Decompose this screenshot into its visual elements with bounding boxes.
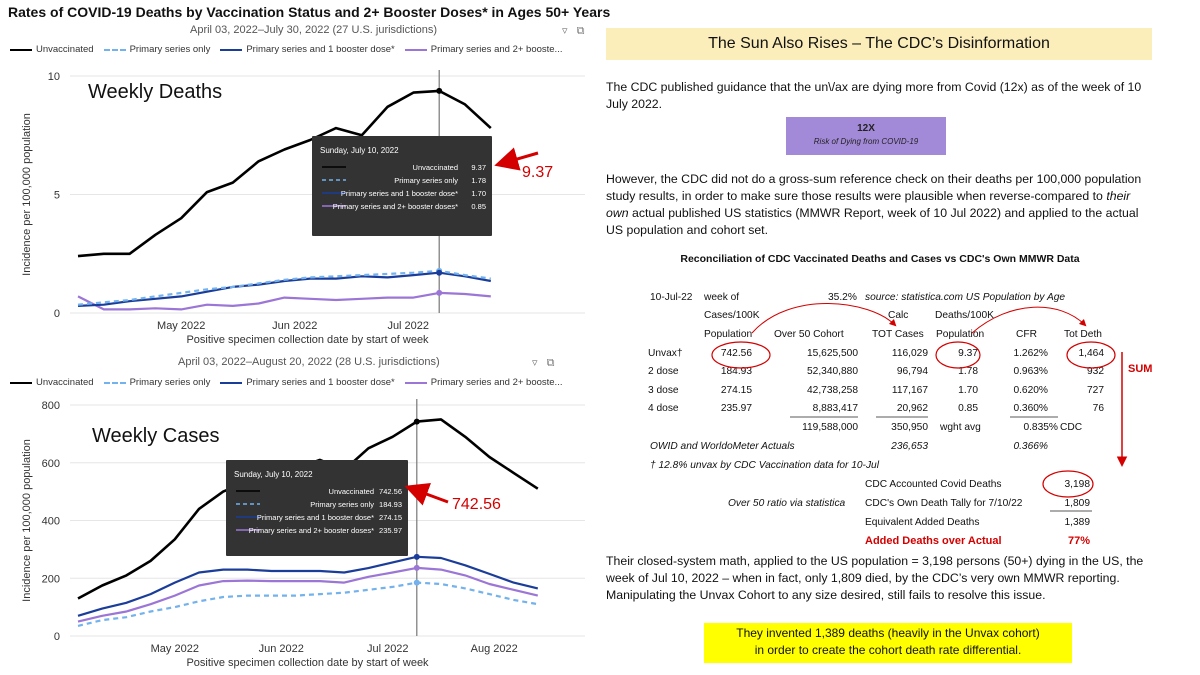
cell-tot-cases: 20,962 xyxy=(896,403,928,414)
cell-cfr: 0.360% xyxy=(1013,403,1048,414)
cell-tot-cases: 96,794 xyxy=(896,366,928,377)
y-axis-label: Incidence per 100,000 population xyxy=(21,439,33,602)
tooltip-label: Primary series and 1 booster dose* xyxy=(256,513,374,522)
tooltip-label: Unvaccinated xyxy=(412,163,458,172)
x-tick-label: Aug 2022 xyxy=(470,643,518,655)
summary-accounted-value: 3,198 xyxy=(1064,479,1090,490)
circle-deaths-highlight xyxy=(936,342,980,368)
cell-cohort: 42,738,258 xyxy=(807,385,858,396)
callout-value: 742.56 xyxy=(452,496,501,513)
summary-equivalent-label: Equivalent Added Deaths xyxy=(865,517,980,528)
banner-title: The Sun Also Rises – The CDC’s Disinformation xyxy=(606,28,1152,60)
paragraph-guidance: The CDC published guidance that the un\/ax are dying more from Covid (12x) as of the week of 10 July 2022. xyxy=(606,80,1142,111)
owid-cfr: 0.366% xyxy=(1013,441,1048,452)
row-label: 3 dose xyxy=(648,385,679,396)
y-tick-label: 0 xyxy=(53,631,60,643)
summary-accounted-label: CDC Accounted Covid Deaths xyxy=(865,479,1002,490)
cell-tot-deth: 76 xyxy=(1092,403,1104,414)
y-tick-label: 5 xyxy=(53,189,60,202)
arrow-deaths-to-totdeth xyxy=(972,307,1085,333)
expand-icon[interactable]: ⧉ xyxy=(546,357,555,369)
chart1-subtitle: April 03, 2022–July 30, 2022 (27 U.S. jurisdictions) xyxy=(190,24,438,36)
cell-cfr: 1.262% xyxy=(1013,348,1048,359)
cell-deaths100k: 1.70 xyxy=(958,385,978,396)
owid-label: OWID and WorldoMeter Actuals xyxy=(650,441,795,452)
circle-cases-highlight xyxy=(712,342,770,368)
chart1-legend xyxy=(0,44,562,55)
y-tick-label: 800 xyxy=(41,400,60,412)
data-point xyxy=(436,290,442,296)
cell-cases100k: 742.56 xyxy=(720,348,752,359)
tooltip-value: 742.56 xyxy=(379,487,402,496)
x-tick-label: May 2022 xyxy=(157,320,206,332)
x-axis-label: Positive specimen collection date by start of week xyxy=(186,657,429,669)
wght-avg: wght avg xyxy=(940,422,981,433)
cell-tot-cases: 116,029 xyxy=(891,348,928,359)
risk-box-value: 12X xyxy=(857,123,875,134)
summary-tally-label: CDC's Own Death Tally for 7/10/22 xyxy=(865,498,1023,509)
filter-icon[interactable]: ▿ xyxy=(532,357,538,369)
sum-label: SUM xyxy=(1128,363,1153,375)
x-axis-label: Positive specimen collection date by start of week xyxy=(186,334,429,346)
legend-item: Primary series and 2+ booste... xyxy=(430,44,563,55)
data-point xyxy=(414,565,420,571)
series-line xyxy=(78,273,491,306)
legend-item: Primary series only xyxy=(129,44,211,55)
legend-item: Unvaccinated xyxy=(36,44,94,55)
x-tick-label: Jul 2022 xyxy=(387,320,430,332)
highlight-callout xyxy=(704,623,1072,663)
y-axis-label: Incidence per 100,000 population xyxy=(21,113,33,276)
col-over50: Over 50 Cohort xyxy=(774,329,844,340)
callout-line-2: in order to create the cohort death rate differential. xyxy=(754,643,1022,657)
tooltip-label: Primary series only xyxy=(310,500,374,509)
risk-box xyxy=(786,117,946,155)
avg-cfr: 0.835% xyxy=(1023,422,1058,433)
row-label: Unvax† xyxy=(648,348,683,359)
summary-tally-value: 1,809 xyxy=(1064,498,1090,509)
tooltip-value: 0.85 xyxy=(471,202,486,211)
cell-cohort: 15,625,500 xyxy=(807,348,858,359)
data-point xyxy=(414,580,420,586)
y-tick-label: 0 xyxy=(53,308,60,320)
row-label: 4 dose xyxy=(648,403,679,414)
total-cases: 350,950 xyxy=(891,422,928,433)
cdc-label: CDC xyxy=(1060,422,1083,433)
cell-tot-deth: 727 xyxy=(1087,385,1104,396)
summary-equivalent-value: 1,389 xyxy=(1064,517,1090,528)
tooltip-value: 274.15 xyxy=(379,513,402,522)
tooltip-label: Primary series and 2+ booster doses* xyxy=(332,202,458,211)
cell-cases100k: 184.93 xyxy=(720,366,752,377)
x-tick-label: Jun 2022 xyxy=(258,643,304,655)
legend-item: Unvaccinated xyxy=(36,377,94,388)
data-point xyxy=(436,88,442,94)
col-population: Population xyxy=(704,329,753,340)
table-pct: 35.2% xyxy=(828,292,857,303)
cell-cfr: 0.620% xyxy=(1013,385,1048,396)
tooltip-value: 235.97 xyxy=(379,526,402,535)
chart-overlay-title: Weekly Deaths xyxy=(88,81,223,103)
total-cohort: 119,588,000 xyxy=(802,422,858,433)
cell-cases100k: 235.97 xyxy=(720,403,752,414)
data-point xyxy=(414,419,420,425)
arrow-cases-to-calc xyxy=(752,303,895,333)
col-tot-cases: TOT Cases xyxy=(872,329,924,340)
data-point xyxy=(414,554,420,560)
callout-line-1: They invented 1,389 deaths (heavily in the Unvax cohort) xyxy=(736,626,1040,640)
tooltip-label: Primary series and 2+ booster doses* xyxy=(248,526,374,535)
footnote: † 12.8% unvax by CDC Vaccination data for 10-Jul xyxy=(650,460,879,471)
col-deaths100k: Deaths/100K xyxy=(935,310,994,321)
col-cases100k: Cases/100K xyxy=(704,310,760,321)
callout-arrow xyxy=(410,488,448,502)
data-point xyxy=(436,270,442,276)
col-calc: Calc xyxy=(888,310,909,321)
cell-cohort: 52,340,880 xyxy=(807,366,858,377)
tooltip-label: Primary series only xyxy=(394,176,458,185)
filter-icon[interactable]: ▿ xyxy=(562,25,568,37)
x-tick-label: May 2022 xyxy=(150,643,199,655)
cell-cohort: 8,883,417 xyxy=(812,403,858,414)
cell-deaths100k: 9.37 xyxy=(958,348,978,359)
tooltip-value: 184.93 xyxy=(379,500,402,509)
col-tot-deth: Tot Deth xyxy=(1064,329,1102,340)
y-tick-label: 200 xyxy=(41,573,60,586)
tooltip-value: 9.37 xyxy=(471,163,486,172)
x-tick-label: Jun 2022 xyxy=(272,320,318,332)
col-population-2: Population xyxy=(936,329,985,340)
chart2-legend xyxy=(0,377,562,388)
cell-deaths100k: 0.85 xyxy=(958,403,978,414)
col-cfr: CFR xyxy=(1016,329,1037,340)
deaths-chart xyxy=(0,60,590,355)
cell-tot-deth: 1,464 xyxy=(1078,348,1104,359)
tooltip-value: 1.78 xyxy=(471,176,486,185)
table-week-of: week of xyxy=(704,292,740,303)
legend-item: Primary series and 1 booster dose* xyxy=(246,377,395,388)
legend-item: Primary series and 1 booster dose* xyxy=(246,44,395,55)
chart-overlay-title: Weekly Cases xyxy=(92,425,220,447)
cell-deaths100k: 1.78 xyxy=(958,366,978,377)
summary-ratio-note: Over 50 ratio via statistica xyxy=(728,498,846,509)
circle-totdeth-highlight xyxy=(1067,342,1115,368)
tooltip-value: 1.70 xyxy=(471,189,486,198)
owid-cases: 236,653 xyxy=(891,441,928,452)
y-tick-label: 400 xyxy=(41,515,60,528)
legend-item: Primary series only xyxy=(129,377,211,388)
chart2-subtitle: April 03, 2022–August 20, 2022 (28 U.S. jurisdictions) xyxy=(178,356,440,368)
callout-value: 9.37 xyxy=(522,164,554,181)
paragraph-reference-check: However, the CDC did not do a gross-sum reference check on their deaths per 100,000 population study results, in order to make sure those results were plausible when reverse-compared to their own actual published US statistics (MMWR Report, week of 10 Jul 2022) and applied to the actual US population and cohort set. xyxy=(606,172,1142,237)
table-title: Reconciliation of CDC Vaccinated Deaths and Cases vs CDC's Own MMWR Data xyxy=(680,253,1080,265)
series-line xyxy=(78,557,538,616)
cell-cases100k: 274.15 xyxy=(720,385,752,396)
tooltip-label: Primary series and 1 booster dose* xyxy=(340,189,458,198)
paragraph-closed-system: Their closed-system math, applied to the US population = 3,198 persons (50+) dying in the US, the week of Jul 10, 2022 – when in fact, only 1,809 died, by the CDC’s very own MMWR reporting. Manipulating the Unvax Cohort to any size desired, still fails to resolve this issue. xyxy=(606,554,1144,602)
page-title: Rates of COVID-19 Deaths by Vaccination Status and 2+ Booster Doses* in Ages 50+ Years xyxy=(8,4,611,20)
risk-box-caption: Risk of Dying from COVID-19 xyxy=(813,137,919,146)
tooltip-date: Sunday, July 10, 2022 xyxy=(320,146,399,155)
table-date: 10-Jul-22 xyxy=(650,292,693,303)
y-tick-label: 600 xyxy=(41,457,60,470)
cases-chart xyxy=(0,392,590,675)
y-tick-label: 10 xyxy=(47,71,60,83)
x-tick-label: Jul 2022 xyxy=(366,643,409,655)
tooltip-date: Sunday, July 10, 2022 xyxy=(234,470,313,479)
cell-cfr: 0.963% xyxy=(1013,366,1048,377)
cell-tot-deth: 932 xyxy=(1087,366,1104,377)
circle-sum-highlight xyxy=(1043,471,1093,497)
summary-added-label: Added Deaths over Actual xyxy=(865,535,1002,547)
table-source: source: statistica.com US Population by Age xyxy=(865,292,1066,303)
cell-tot-cases: 117,167 xyxy=(891,385,928,396)
tooltip-label: Unvaccinated xyxy=(328,487,374,496)
summary-added-value: 77% xyxy=(1067,535,1090,547)
legend-item: Primary series and 2+ booste... xyxy=(430,377,563,388)
row-label: 2 dose xyxy=(648,366,679,377)
expand-icon[interactable]: ⧉ xyxy=(576,25,585,37)
callout-arrow xyxy=(500,153,538,164)
